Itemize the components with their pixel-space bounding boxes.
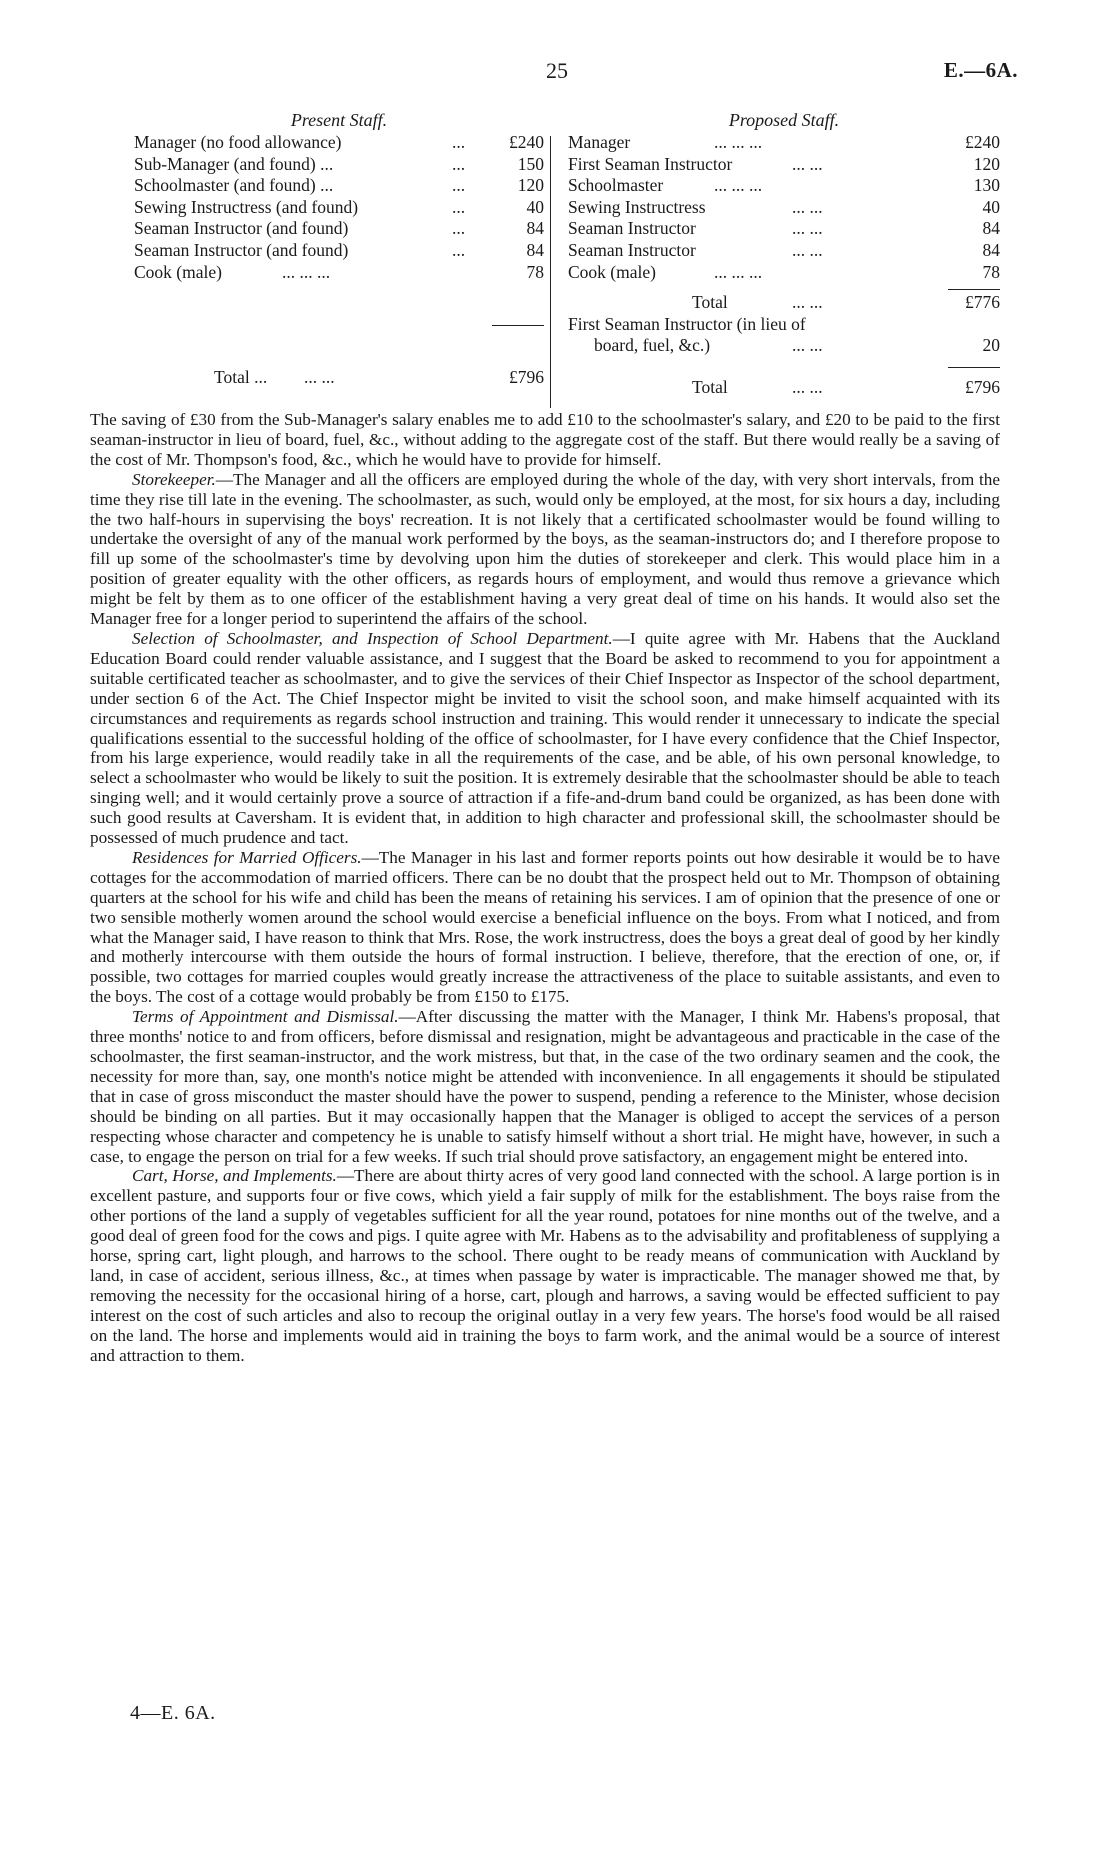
- paragraph-text: —There are about thirty acres of very good land connected with the school. A large portion is in excellent pasture, and supports four or five cows, which yield a fair supply of milk for the establishment. The boys raise from the other portions of the land a supply of vegetables sufficient for all the year round, potatoes for nine months out of the twelve, and a good deal of green food for the cows and pigs. I quite agree with Mr. Habens as to the advisability and profitableness of supplying a horse, spring cart, light plough, and harrows to the school. There ought to be ready means of communication with Auckland by land, in case of accident, serious illness, &c., at times when passage by water is impracticable. The manager showed me that, by removing the necessity for the occasional hiring of a horse, cart, plough and harrows, a saving would be effected sufficient to pay interest on the cost of such articles and also to recoup the original outlay in a very few years. The horse's food would be all raised on the land. The horse and implements would aid in training the boys to farm work, and the animal would be a source of interest and attraction to them.: [90, 1166, 1000, 1365]
- present-staff-position: Manager (no food allowance): [134, 132, 342, 152]
- present-staff-dots: ...: [452, 132, 466, 152]
- proposed-staff-rows: [568, 132, 1000, 283]
- proposed-extra-amount: 20: [982, 335, 1000, 356]
- proposed-staff-amount: 84: [982, 218, 1000, 239]
- paragraph: [90, 1166, 1000, 1365]
- present-staff-position: Cook (male): [134, 261, 222, 282]
- proposed-extra-label-1: First Seaman Instructor (in lieu of: [568, 313, 806, 334]
- proposed-staff-position: Cook (male): [568, 261, 656, 282]
- proposed-staff-amount: 130: [973, 175, 1000, 196]
- present-staff-dots: ...: [452, 175, 466, 196]
- report-body: [90, 410, 1000, 1366]
- proposed-extra-row-1: [568, 314, 1000, 336]
- present-staff-amount: 78: [526, 261, 544, 282]
- proposed-staff-row: [568, 132, 1000, 154]
- present-staff-position: Schoolmaster (and found) ...: [134, 175, 334, 196]
- proposed-staff-amount: 84: [982, 239, 1000, 260]
- present-total-label: Total ...: [214, 367, 268, 388]
- present-staff-dots: ...: [452, 239, 466, 260]
- present-staff-row: [134, 197, 544, 219]
- present-staff-row: [134, 218, 544, 240]
- proposed-staff-amount: 78: [982, 261, 1000, 282]
- proposed-staff-position: Sewing Instructress: [568, 196, 706, 217]
- present-staff-position: Seaman Instructor (and found): [134, 218, 349, 239]
- paragraph-text: The saving of £30 from the Sub-Manager's salary enables me to add £10 to the schoolmaster's salary, and £20 to be paid to the first seaman-instructor in lieu of board, fuel, &c., without adding to the aggregate cost of the staff. But there would really be a saving of the cost of Mr. Thompson's food, &c., which he would have to provide for himself.: [90, 410, 1000, 469]
- proposed-total-label: Total: [692, 376, 728, 397]
- present-staff-row: [134, 175, 544, 197]
- paragraph: [90, 470, 1000, 629]
- document-reference: E.—6A.: [943, 58, 1018, 82]
- present-total-rule: [492, 325, 544, 326]
- proposed-staff-position: First Seaman Instructor: [568, 153, 733, 174]
- paragraph-heading: Residences for Married Officers.: [132, 847, 362, 867]
- proposed-extra-dots: ... ...: [792, 335, 823, 356]
- proposed-subtotal-rule: [948, 289, 1000, 290]
- staff-comparison: [134, 108, 1000, 408]
- paragraph-text: —After discussing the matter with the Manager, I think Mr. Habens's proposal, that three months' notice to and from officers, before dismissal and resignation, might be advantageous and practicable in the case of the schoolmaster, the first seaman-instructor, and the work mistress, but that, in the case of the two ordinary seamen and the cook, the necessity for more than, say, one month's notice might be attended with inconvenience. In all engagements it should be stipulated that in case of gross misconduct the master should have the power to suspend, pending a reference to the Minister, whose decision should be binding on all parties. But it may occasionally happen that the Manager is obliged to accept the services of a person respecting whose character and competency he is unable to satisfy himself without a short trial. He might have, however, in such a case, to engage the person on trial for a few weeks. If such trial should prove satisfactory, an engagement might be entered into.: [90, 1007, 1000, 1166]
- proposed-staff-dots: ... ...: [792, 218, 823, 239]
- proposed-staff-row: [568, 240, 1000, 262]
- proposed-staff-title: Proposed Staff.: [728, 110, 840, 130]
- proposed-total-amount: £796: [965, 376, 1000, 397]
- present-staff-amount: 84: [526, 218, 544, 239]
- paragraph: [90, 410, 1000, 470]
- proposed-staff-position: Manager: [568, 132, 631, 152]
- paragraph-heading: Cart, Horse, and Implements.: [132, 1166, 337, 1186]
- present-staff-row: [134, 240, 544, 262]
- proposed-staff-amount: 120: [973, 153, 1000, 174]
- proposed-staff-position: Schoolmaster: [568, 175, 664, 196]
- page-number: 25: [546, 58, 568, 83]
- proposed-staff-row: [568, 154, 1000, 176]
- present-staff-position: Sewing Instructress (and found): [134, 196, 359, 217]
- present-staff-amount: 150: [517, 153, 544, 174]
- present-staff-row: [134, 262, 544, 284]
- present-staff-dots: ...: [452, 196, 466, 217]
- paragraph-text: —The Manager in his last and former reports points out how desirable it would be to have cottages for the accommodation of married officers. There can be no doubt that the prospect held out to Mr. Thompson of obtaining quarters at the school for his wife and child has been the means of retaining his services. I am of opinion that the presence of one or two sensible motherly women around the school would exercise a beneficial influence on the boys. From what I noticed, and from what the Manager said, I have reason to think that Mrs. Rose, the work instructress, does the boys a great deal of good by her kindly and motherly intercourse with them outside the hours of formal instruction. I believe, therefore, that the erection of one, or, if possible, two cottages for married couples would greatly increase the attractiveness of the place to suitable assistants, and even to the boys. The cost of a cottage would probably be from £150 to £175.: [90, 847, 1000, 1007]
- proposed-staff-amount: 40: [982, 196, 1000, 217]
- present-staff-dots: ...: [452, 218, 466, 239]
- footer-signature: 4—E. 6A.: [130, 1702, 216, 1724]
- proposed-extra-label-2: board, fuel, &c.): [594, 335, 711, 356]
- page-header: [0, 58, 1114, 88]
- paragraph-heading: Terms of Appointment and Dismissal.: [132, 1007, 399, 1027]
- present-staff-row: [134, 154, 544, 176]
- present-staff-title: Present Staff.: [290, 110, 388, 130]
- present-staff-amount: 120: [517, 175, 544, 196]
- paragraph-heading: Selection of Schoolmaster, and Inspection of School Department.: [132, 628, 613, 648]
- proposed-staff-dots: ... ...: [792, 153, 823, 174]
- proposed-subtotal-label: Total: [692, 292, 728, 313]
- proposed-staff-row: [568, 175, 1000, 197]
- column-divider: [550, 136, 551, 408]
- present-staff-position: Seaman Instructor (and found): [134, 239, 349, 260]
- proposed-staff-table: [568, 108, 1000, 399]
- proposed-staff-dots: ... ...: [792, 196, 823, 217]
- proposed-staff-row: [568, 197, 1000, 219]
- present-total-amount: £796: [509, 367, 544, 388]
- proposed-staff-dots: ... ...: [792, 239, 823, 260]
- present-staff-amount: £240: [509, 132, 544, 152]
- proposed-total-spacer: [568, 357, 1000, 377]
- proposed-staff-row: [568, 262, 1000, 284]
- proposed-total-rule: [948, 367, 1000, 368]
- present-total-row: [134, 367, 544, 389]
- present-staff-position: Sub-Manager (and found) ...: [134, 153, 334, 174]
- proposed-staff-row: [568, 218, 1000, 240]
- proposed-total-row: [568, 377, 1000, 399]
- present-staff-row: [134, 132, 544, 154]
- present-staff-rows: [134, 132, 544, 283]
- present-total-dots: ... ...: [304, 367, 335, 388]
- proposed-staff-amount: £240: [965, 132, 1000, 152]
- paragraph: [90, 1007, 1000, 1166]
- proposed-staff-position: Seaman Instructor: [568, 218, 696, 239]
- proposed-subtotal-amount: £776: [965, 292, 1000, 313]
- proposed-subtotal-spacer: [568, 283, 1000, 292]
- proposed-subtotal-row: [568, 292, 1000, 314]
- present-staff-table: [134, 108, 544, 388]
- proposed-subtotal-dots: ... ...: [792, 292, 823, 313]
- present-staff-amount: 40: [526, 196, 544, 217]
- proposed-staff-dots: ... ... ...: [714, 175, 763, 196]
- proposed-staff-position: Seaman Instructor: [568, 239, 696, 260]
- proposed-total-dots: ... ...: [792, 376, 823, 397]
- paragraph-heading: Storekeeper.: [132, 469, 216, 489]
- present-staff-amount: 84: [526, 239, 544, 260]
- paragraph-text: —I quite agree with Mr. Habens that the Auckland Education Board could render valuable assistance, and I suggest that the Board be asked to recommend to you for appointment a suitable certificated teacher as schoolmaster, and to give the services of their Chief Inspector as Inspector of the school department, under section 6 of the Act. The Chief Inspector might be invited to visit the school soon, and make himself acquainted with its circumstances and requirements as regards school instruction and training. This would render it unnecessary to indicate the special qualifications essential to the successful holding of the office of schoolmaster, for I have every confidence that the Chief Inspector, from his large experience, would readily take in all the requirements of the case, and be able, of his own personal knowledge, to select a schoolmaster who would be likely to suit the position. It is extremely desirable that the schoolmaster should be able to teach singing well; and it would certainly prove a source of attraction if a fife-and-drum band could be organized, as has been done with such good results at Caversham. It is evident that, in addition to high character and professional skill, the schoolmaster should be possessed of much prudence and tact.: [90, 628, 1000, 848]
- proposed-extra-row-2: [568, 335, 1000, 357]
- proposed-staff-dots: ... ... ...: [714, 261, 763, 282]
- proposed-staff-dots: ... ... ...: [714, 132, 763, 152]
- present-staff-spacer: [134, 283, 544, 327]
- present-staff-dots: ...: [452, 153, 466, 174]
- paragraph: [90, 629, 1000, 848]
- paragraph: [90, 848, 1000, 1007]
- present-staff-dots: ... ... ...: [282, 261, 331, 282]
- paragraph-text: —The Manager and all the officers are employed during the whole of the day, with very short intervals, from the time they rise till late in the evening. The schoolmaster, as such, would only be employed, at the most, for six hours a day, including the two half-hours in supervising the boys' recreation. It is not likely that a certificated schoolmaster would be found willing to undertake the oversight of any of the manual work performed by the boys, as the seaman-instructors do; and I therefore propose to fill up some of the schoolmaster's time by devolving upon him the duties of storekeeper and clerk. This would place him in a position of greater equality with the other officers, as regards hours of employment, and would thus remove a grievance which might be felt by them as to one officer of the establishment having a very great deal of time on his hands. It would also set the Manager free for a longer period to superintend the affairs of the school.: [90, 469, 1000, 629]
